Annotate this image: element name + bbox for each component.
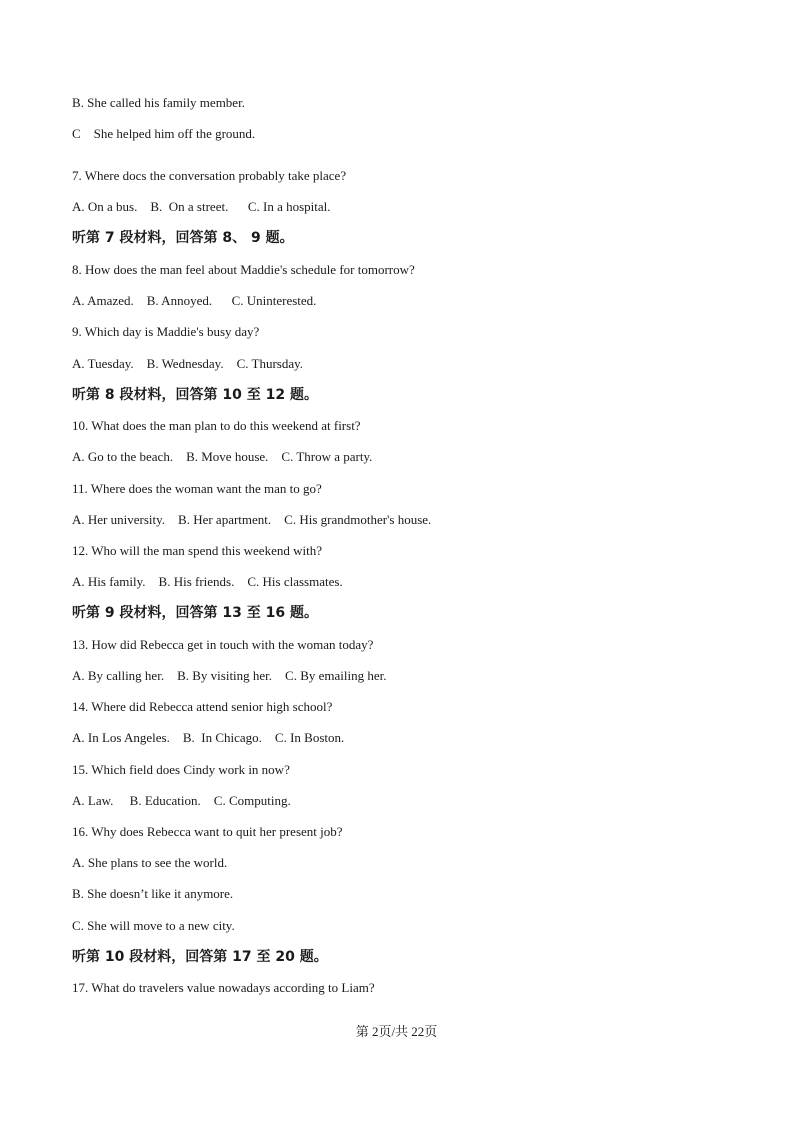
option-line: A. Law. B. Education. C. Computing. [72,793,291,808]
question-line: 17. What do travelers value nowadays according to Liam? [72,980,375,995]
section-heading: 听第 10 段材料，回答第 17 至 20 题。 [72,949,328,965]
question-line: 7. Where docs the conversation probably take place? [72,168,347,183]
option-line: A. In Los Angeles. B. In Chicago. C. In Boston. [72,730,345,745]
option-line: A. On a bus. B. On a street. C. In a hospital. [72,199,331,214]
question-line: 8. How does the man feel about Maddie's schedule for tomorrow? [72,262,415,277]
question-line: 14. Where did Rebecca attend senior high school? [72,699,333,714]
option-line: A. His family. B. His friends. C. His classmates. [72,574,343,589]
question-line: 15. Which field does Cindy work in now? [72,762,290,777]
section-heading: 听第 8 段材料，回答第 10 至 12 题。 [72,387,318,403]
page-footer: 第 2页/共 22页 [355,1024,438,1039]
option-line: A. Go to the beach. B. Move house. C. Throw a party. [72,449,373,464]
option-line: C. She will move to a new city. [72,918,235,933]
option-line: C She helped him off the ground. [72,126,256,141]
option-line: A. By calling her. B. By visiting her. C. By emailing her. [72,668,387,683]
section-heading: 听第 7 段材料，回答第 8、 9 题。 [72,230,294,246]
question-line: 11. Where does the woman want the man to go? [72,481,322,496]
option-line: A. Amazed. B. Annoyed. C. Uninterested. [72,293,317,308]
option-line: A. She plans to see the world. [72,855,228,870]
option-line: B. She doesn’t like it anymore. [72,886,234,901]
question-line: 9. Which day is Maddie's busy day? [72,324,260,339]
section-heading: 听第 9 段材料，回答第 13 至 16 题。 [72,605,318,621]
option-line: A. Her university. B. Her apartment. C. His grandmother's house. [72,512,432,527]
option-line: A. Tuesday. B. Wednesday. C. Thursday. [72,356,304,371]
question-line: 10. What does the man plan to do this weekend at first? [72,418,361,433]
question-line: 13. How did Rebecca get in touch with the woman today? [72,637,374,652]
question-line: 12. Who will the man spend this weekend with? [72,543,322,558]
question-line: 16. Why does Rebecca want to quit her present job? [72,824,343,839]
option-line: B. She called his family member. [72,95,245,110]
